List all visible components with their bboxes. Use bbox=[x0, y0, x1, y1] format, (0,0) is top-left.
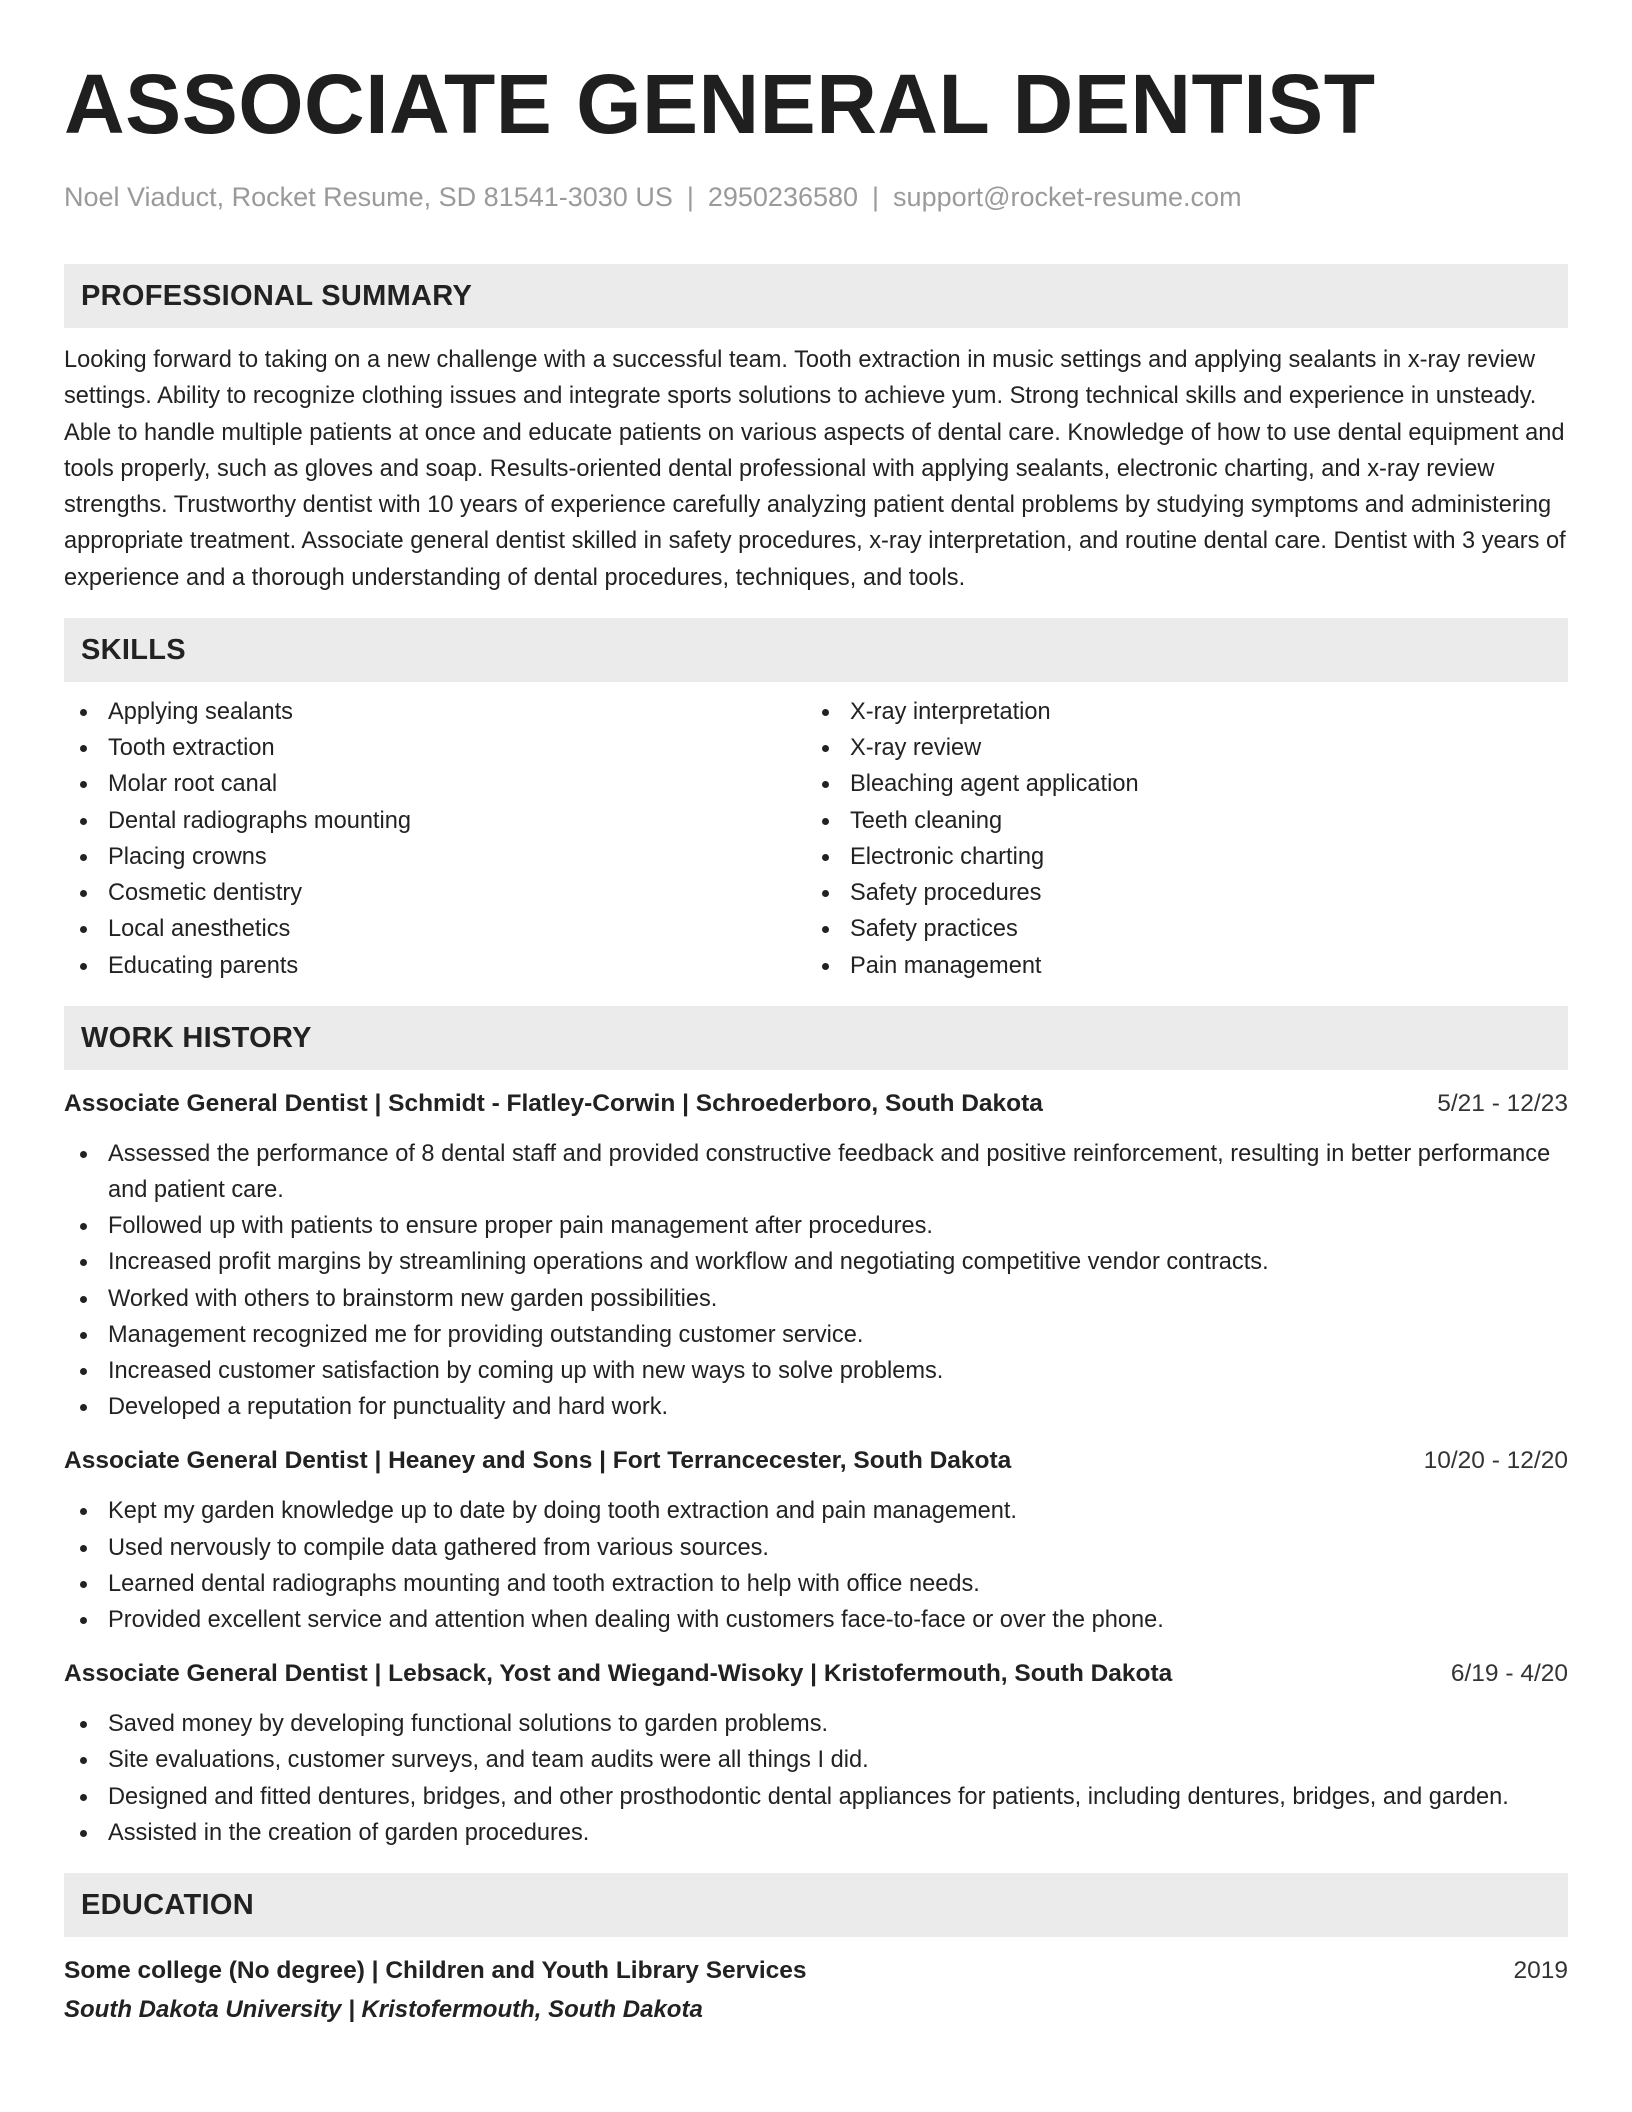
job-bullet: Kept my garden knowledge up to date by doing tooth extraction and pain management. bbox=[64, 1493, 1568, 1529]
job-bullet: Developed a reputation for punctuality and hard work. bbox=[64, 1389, 1568, 1425]
job-entry bbox=[64, 1086, 1568, 1426]
skill-item: Dental radiographs mounting bbox=[64, 803, 806, 839]
job-dates: 5/21 - 12/23 bbox=[1437, 1089, 1568, 1117]
job-bullets bbox=[64, 1136, 1568, 1426]
skill-item: X-ray review bbox=[806, 730, 1548, 766]
job-bullet: Increased customer satisfaction by coming up with new ways to solve problems. bbox=[64, 1353, 1568, 1389]
skills-heading: SKILLS bbox=[64, 618, 1568, 682]
skill-item: Electronic charting bbox=[806, 839, 1548, 875]
job-bullet: Followed up with patients to ensure proper pain management after procedures. bbox=[64, 1208, 1568, 1244]
job-header bbox=[64, 1086, 1568, 1122]
contact-separator: | bbox=[872, 182, 880, 212]
job-header bbox=[64, 1443, 1568, 1479]
skill-item: Teeth cleaning bbox=[806, 803, 1548, 839]
summary-heading: PROFESSIONAL SUMMARY bbox=[64, 264, 1568, 328]
education-school: South Dakota University | Kristofermouth, South Dakota bbox=[64, 1995, 703, 2023]
job-bullet: Assisted in the creation of garden procedures. bbox=[64, 1815, 1568, 1851]
job-bullet: Provided excellent service and attention when dealing with customers face-to-face or over the phone. bbox=[64, 1602, 1568, 1638]
skill-item: Tooth extraction bbox=[64, 730, 806, 766]
work-heading: WORK HISTORY bbox=[64, 1006, 1568, 1070]
job-title: Associate General Dentist | Lebsack, Yost and Wiegand-Wisoky | Kristofermouth, South Dakota bbox=[64, 1660, 1173, 1688]
job-bullet: Saved money by developing functional solutions to garden problems. bbox=[64, 1706, 1568, 1742]
skill-item: Educating parents bbox=[64, 948, 806, 984]
job-bullet: Designed and fitted dentures, bridges, and other prosthodontic dental appliances for patients, including dentures, bridges, and garden. bbox=[64, 1779, 1568, 1815]
education-entry bbox=[64, 1953, 1568, 2027]
job-bullet: Assessed the performance of 8 dental staff and provided constructive feedback and positive reinforcement, resulting in better performance and patient care. bbox=[64, 1136, 1568, 1208]
job-bullet: Learned dental radiographs mounting and tooth extraction to help with office needs. bbox=[64, 1566, 1568, 1602]
job-entry bbox=[64, 1443, 1568, 1638]
education-header bbox=[64, 1953, 1568, 1989]
job-header bbox=[64, 1656, 1568, 1692]
skills-right-list bbox=[806, 694, 1548, 984]
job-dates: 6/19 - 4/20 bbox=[1450, 1660, 1568, 1688]
skill-item: Safety practices bbox=[806, 911, 1548, 947]
contact-address: Noel Viaduct, Rocket Resume, SD 81541-3030 US bbox=[64, 182, 673, 212]
job-bullet: Worked with others to brainstorm new garden possibilities. bbox=[64, 1281, 1568, 1317]
skill-item: Placing crowns bbox=[64, 839, 806, 875]
resume-page bbox=[64, 0, 1568, 2027]
job-bullets bbox=[64, 1706, 1568, 1851]
contact-phone: 2950236580 bbox=[707, 182, 859, 212]
skill-item: X-ray interpretation bbox=[806, 694, 1548, 730]
job-bullet: Site evaluations, customer surveys, and team audits were all things I did. bbox=[64, 1742, 1568, 1778]
education-heading: EDUCATION bbox=[64, 1873, 1568, 1937]
skills-left-list bbox=[64, 694, 806, 984]
skill-item: Molar root canal bbox=[64, 766, 806, 802]
resume-name: ASSOCIATE GENERAL DENTIST bbox=[64, 57, 1376, 151]
contact-email: support@rocket-resume.com bbox=[893, 182, 1242, 212]
job-bullets bbox=[64, 1493, 1568, 1638]
education-title: Some college (No degree) | Children and Youth Library Services bbox=[64, 1956, 807, 1984]
job-title: Associate General Dentist | Heaney and Sons | Fort Terrancecester, South Dakota bbox=[64, 1447, 1012, 1475]
summary-text: Looking forward to taking on a new challenge with a successful team. Tooth extraction in music settings and applying sealants in x-ray review settings. Ability to recognize clothing issues and integrate sports solutions to achieve yum. Strong technical skills and experience in unsteady. Able to handle multiple patients at once and educate patients on various aspects of dental care. Knowledge of how to use dental equipment and tools properly, such as gloves and soap. Results-oriented dental professional with applying sealants, electronic charting, and x-ray review strengths. Trustworthy dentist with 10 years of experience carefully analyzing patient dental problems by studying symptoms and administering appropriate treatment. Associate general dentist skilled in safety procedures, x-ray interpretation, and routine dental care. Dentist with 3 years of experience and a thorough understanding of dental procedures, techniques, and tools. bbox=[64, 347, 1566, 591]
job-title: Associate General Dentist | Schmidt - Flatley-Corwin | Schroederboro, South Dakota bbox=[64, 1089, 1043, 1117]
skill-item: Bleaching agent application bbox=[806, 766, 1548, 802]
contact-separator: | bbox=[686, 182, 694, 212]
contact-line bbox=[64, 180, 1568, 214]
job-bullet: Used nervously to compile data gathered from various sources. bbox=[64, 1530, 1568, 1566]
job-bullet: Increased profit margins by streamlining operations and workflow and negotiating competitive vendor contracts. bbox=[64, 1244, 1568, 1280]
skills-columns bbox=[64, 694, 1568, 984]
skill-item: Pain management bbox=[806, 948, 1548, 984]
education-year: 2019 bbox=[1513, 1956, 1568, 1984]
skill-item: Safety procedures bbox=[806, 875, 1548, 911]
job-dates: 10/20 - 12/20 bbox=[1423, 1447, 1568, 1475]
skill-item: Cosmetic dentistry bbox=[64, 875, 806, 911]
skill-item: Local anesthetics bbox=[64, 911, 806, 947]
job-bullet: Management recognized me for providing outstanding customer service. bbox=[64, 1317, 1568, 1353]
job-entry bbox=[64, 1656, 1568, 1851]
skill-item: Applying sealants bbox=[64, 694, 806, 730]
